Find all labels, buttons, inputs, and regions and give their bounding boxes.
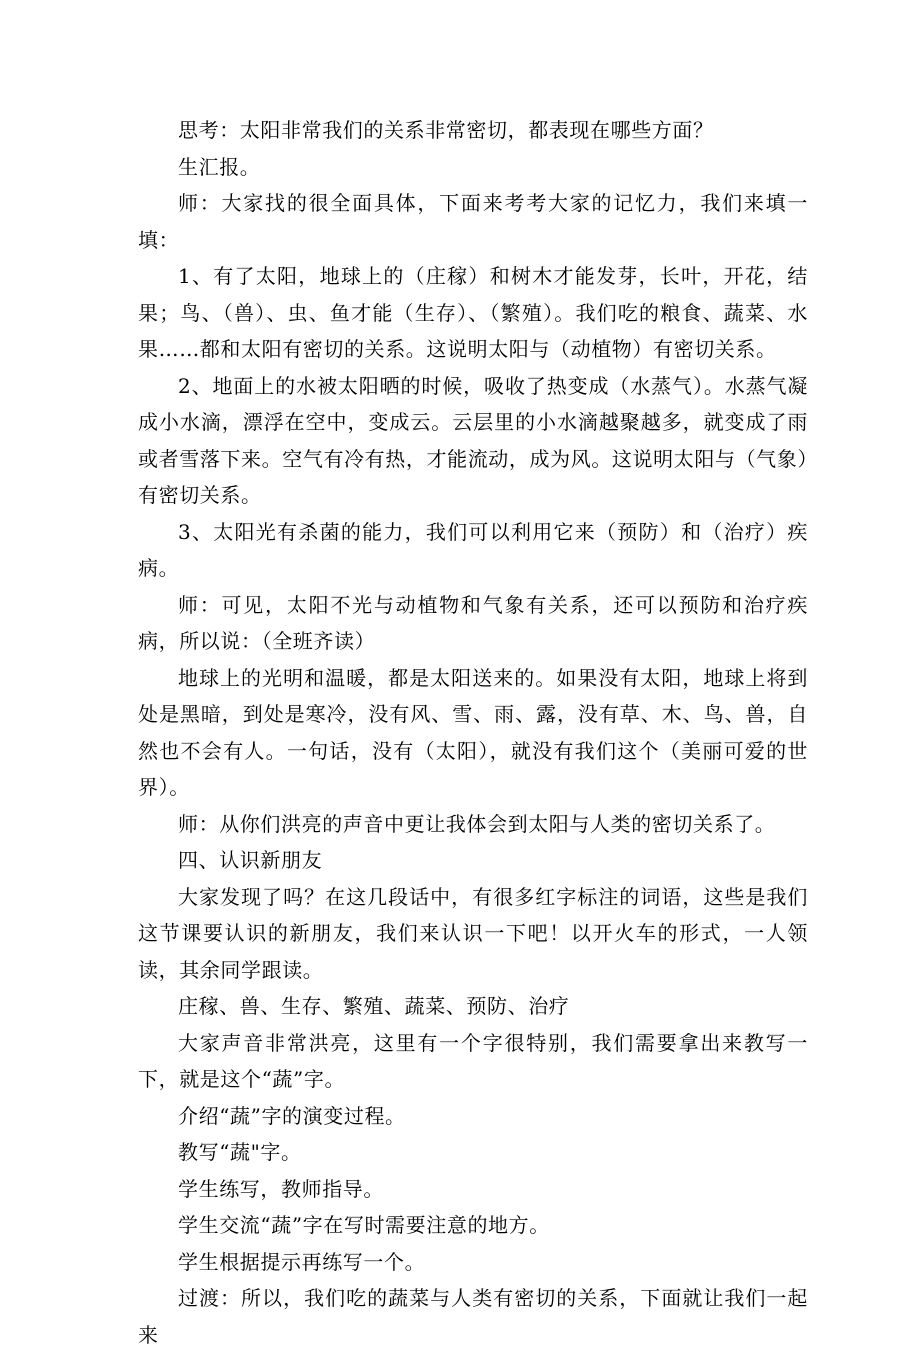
paragraph-student-practice: 学生练写，教师指导。: [178, 1176, 384, 1201]
document-body: [138, 112, 808, 1353]
paragraph-student-discussion: 学生交流“蔬”字在写时需要注意的地方。: [178, 1213, 550, 1237]
paragraph-student-report: 生汇报。: [178, 154, 261, 179]
paragraph-teacher-fill-in: 师：大家找的很全面具体，下面来考考大家的记忆力，我们来填一填：: [138, 191, 808, 252]
paragraph-thinking-question: 思考：太阳非常我们的关系非常密切，都表现在哪些方面？: [178, 118, 714, 142]
paragraph-character-evolution: 介绍“蔬”字的演变过程。: [178, 1103, 406, 1128]
paragraph-special-character: 大家声音非常洪亮，这里有一个字很特别，我们需要拿出来教写一下，就是这个“蔬”字。: [138, 1030, 808, 1091]
paragraph-item-2-weather: 2、地面上的水被太阳晒的时候，吸收了热变成（水蒸气）。水蒸气凝成小水滴，漂浮在空中，变成云。云层里的小水滴越聚越多，就变成了雨或者雪落下来。空气有冷有热，才能流动，成为风。这说明太阳与（气象）有密切关系。: [138, 373, 808, 507]
paragraph-teach-writing: 教写“蔬"字。: [178, 1140, 302, 1164]
paragraph-practice-again: 学生根据提示再练写一个。: [178, 1249, 426, 1274]
section-heading-new-friends: 四、认识新朋友: [178, 848, 323, 872]
paragraph-discover-words: 大家发现了吗？在这几段话中，有很多红字标注的词语，这些是我们这节课要认识的新朋友，我们来认识一下吧！以开火车的形式，一人领读，其余同学跟读。: [138, 884, 808, 982]
paragraph-transition: 过渡：所以，我们吃的蔬菜与人类有密切的关系，下面就让我们一起来: [138, 1286, 808, 1347]
paragraph-teacher-remark: 师：从你们洪亮的声音中更让我体会到太阳与人类的密切关系了。: [178, 811, 776, 836]
paragraph-item-1-plants-animals: 1、有了太阳，地球上的（庄稼）和树木才能发芽，长叶，开花，结果；鸟、（兽）、虫、鱼才能（生存）、（繁殖）。我们吃的粮食、蔬菜、水果……都和太阳有密切的关系。这说明太阳与（动植物）有密切关系。: [138, 264, 808, 361]
paragraph-teacher-summary: 师：可见，太阳不光与动植物和气象有关系，还可以预防和治疗疾病，所以说：（全班齐读）: [138, 592, 808, 653]
paragraph-class-reading: 地球上的光明和温暖，都是太阳送来的。如果没有太阳，地球上将到处是黑暗，到处是寒冷，没有风、雪、雨、露，没有草、木、鸟、兽，自然也不会有人。一句话，没有（太阳），就没有我们这个（美丽可爱的世界）。: [138, 665, 808, 799]
paragraph-item-3-disease: 3、太阳光有杀菌的能力，我们可以利用它来（预防）和（治疗）疾病。: [138, 519, 808, 580]
paragraph-word-list: 庄稼、兽、生存、繁殖、蔬菜、预防、治疗: [178, 994, 570, 1018]
